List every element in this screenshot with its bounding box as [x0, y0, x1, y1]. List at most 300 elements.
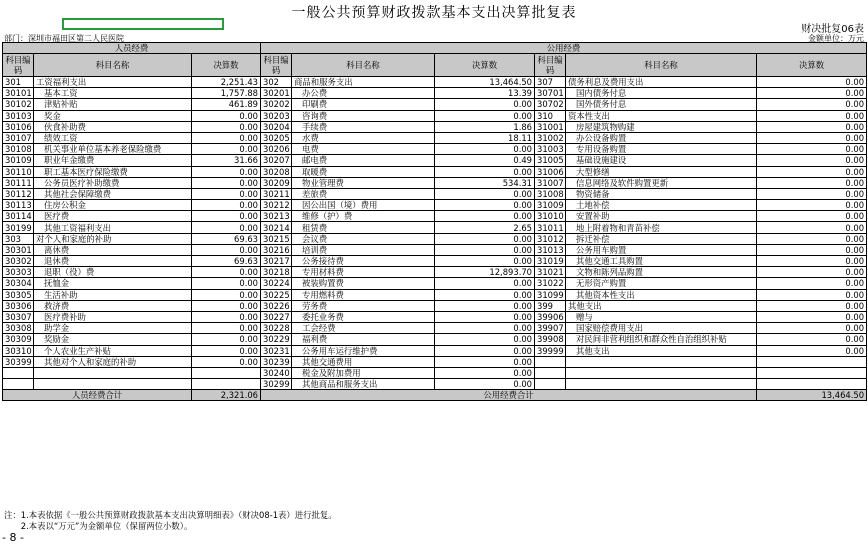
cell-name: 其他工资福利支出: [34, 222, 192, 233]
cell-code: 30239: [261, 356, 292, 367]
cell-code: 30107: [3, 132, 34, 143]
cell-amount: 0.00: [757, 300, 867, 311]
cell-code: 30217: [261, 256, 292, 267]
cell-code: 399: [535, 300, 566, 311]
selected-cell[interactable]: [62, 18, 224, 30]
cell-name: 被装购置费: [292, 278, 435, 289]
cell-amount: 0.00: [435, 188, 535, 199]
cell-amount: 0.00: [435, 345, 535, 356]
cell-name: 赠与: [566, 311, 757, 322]
table-row: [3, 188, 867, 199]
table-row: [3, 323, 867, 334]
cell-amount: 0.00: [192, 166, 261, 177]
table-row: [3, 244, 867, 255]
cell-name: 津贴补贴: [34, 99, 192, 110]
cell-code: 303: [3, 233, 34, 244]
cell-name: 拆迁补偿: [566, 233, 757, 244]
cell-code: 30214: [261, 222, 292, 233]
note-line: 注：1.本表依据《一般公共预算财政拨款基本支出决算明细表》（财决08-1表）进行批复。: [4, 510, 337, 520]
cell-code: 302: [261, 77, 292, 88]
cell-amount: 0.00: [435, 144, 535, 155]
cell-amount: 534.31: [435, 177, 535, 188]
cell-amount: 18.11: [435, 132, 535, 143]
total-personnel-label: 人员经费合计: [3, 390, 192, 401]
cell-name: 退职（役）费: [34, 267, 192, 278]
cell-amount: 0.00: [757, 278, 867, 289]
cell-name: 专用设备购置: [566, 144, 757, 155]
cell-code: 30231: [261, 345, 292, 356]
cell-code: 30114: [3, 211, 34, 222]
cell-name: [34, 379, 192, 390]
cell-name: 办公设备购置: [566, 132, 757, 143]
cell-amount: 0.49: [435, 155, 535, 166]
cell-amount: 0.00: [435, 200, 535, 211]
cell-amount: [757, 379, 867, 390]
cell-amount: 69.63: [192, 256, 261, 267]
cell-amount: 0.00: [192, 323, 261, 334]
total-public-value: 13,464.50: [757, 390, 867, 401]
table-row: [3, 211, 867, 222]
cell-code: 30225: [261, 289, 292, 300]
department-label: 部门：深圳市福田区第二人民医院: [4, 34, 124, 43]
cell-amount: [192, 379, 261, 390]
cell-amount: 0.00: [757, 345, 867, 356]
cell-code: 31010: [535, 211, 566, 222]
cell-code: 30212: [261, 200, 292, 211]
cell-code: 39906: [535, 311, 566, 322]
cell-name: 奖金: [34, 110, 192, 121]
cell-amount: 0.00: [757, 99, 867, 110]
cell-name: 个人农业生产补贴: [34, 345, 192, 356]
header-code: 科目编码: [3, 54, 34, 77]
cell-name: 信息网络及软件购置更新: [566, 177, 757, 188]
cell-amount: 0.00: [192, 300, 261, 311]
cell-name: 伙食补助费: [34, 121, 192, 132]
header-name: 科目名称: [292, 54, 435, 77]
cell-amount: 0.00: [435, 334, 535, 345]
cell-name: 地上附着物和青苗补偿: [566, 222, 757, 233]
cell-code: 30301: [3, 244, 34, 255]
note-line: 2.本表以“万元”为金额单位（保留两位小数）。: [4, 521, 193, 531]
cell-code: 30240: [261, 367, 292, 378]
table-row: [3, 367, 867, 378]
cell-name: 水费: [292, 132, 435, 143]
table-row: [3, 132, 867, 143]
cell-name: 福利费: [292, 334, 435, 345]
cell-code: 30310: [3, 345, 34, 356]
cell-name: 税金及附加费用: [292, 367, 435, 378]
cell-code: 30305: [3, 289, 34, 300]
cell-amount: 0.00: [435, 110, 535, 121]
cell-amount: 0.00: [435, 278, 535, 289]
cell-amount: 0.00: [192, 267, 261, 278]
cell-name: 劳务费: [292, 300, 435, 311]
cell-name: 国外债务付息: [566, 99, 757, 110]
cell-code: 30208: [261, 166, 292, 177]
cell-name: [566, 367, 757, 378]
cell-name: 抚恤金: [34, 278, 192, 289]
cell-name: 公务员医疗补助缴费: [34, 177, 192, 188]
cell-name: 专用燃料费: [292, 289, 435, 300]
table-row: [3, 267, 867, 278]
cell-name: 咨询费: [292, 110, 435, 121]
table-row: [3, 155, 867, 166]
header-name: 科目名称: [566, 54, 757, 77]
cell-name: [566, 356, 757, 367]
cell-amount: 0.00: [192, 211, 261, 222]
cell-name: 维修（护）费: [292, 211, 435, 222]
table-row: [3, 99, 867, 110]
table-row: [3, 289, 867, 300]
table-row: [3, 334, 867, 345]
cell-amount: 0.00: [192, 222, 261, 233]
cell-code: 30111: [3, 177, 34, 188]
cell-code: 39908: [535, 334, 566, 345]
header-amount: 决算数: [435, 54, 535, 77]
cell-code: 30299: [261, 379, 292, 390]
cell-amount: 0.00: [757, 200, 867, 211]
cell-amount: 0.00: [435, 166, 535, 177]
table-row: [3, 177, 867, 188]
cell-code: 30207: [261, 155, 292, 166]
cell-name: 无形资产购置: [566, 278, 757, 289]
expenditure-table: [2, 42, 867, 401]
cell-code: 30109: [3, 155, 34, 166]
cell-name: 其他支出: [566, 300, 757, 311]
table-row: [3, 200, 867, 211]
cell-code: 30215: [261, 233, 292, 244]
cell-code: 30103: [3, 110, 34, 121]
cell-amount: 2,251.43: [192, 77, 261, 88]
table-row: [3, 356, 867, 367]
cell-amount: 0.00: [435, 367, 535, 378]
cell-code: 30227: [261, 311, 292, 322]
cell-amount: 0.00: [757, 77, 867, 88]
cell-code: 30113: [3, 200, 34, 211]
notes: [4, 510, 337, 532]
cell-code: 30213: [261, 211, 292, 222]
cell-amount: 1,757.88: [192, 88, 261, 99]
cell-code: 39999: [535, 345, 566, 356]
cell-amount: 0.00: [435, 244, 535, 255]
cell-name: 文物和陈列品购置: [566, 267, 757, 278]
cell-name: 印刷费: [292, 99, 435, 110]
cell-amount: 0.00: [435, 233, 535, 244]
cell-amount: 0.00: [435, 211, 535, 222]
cell-amount: 0.00: [757, 323, 867, 334]
cell-name: 商品和服务支出: [292, 77, 435, 88]
header-name: 科目名称: [34, 54, 192, 77]
cell-code: 31099: [535, 289, 566, 300]
page-number: - 8 -: [2, 531, 24, 544]
cell-name: 取暖费: [292, 166, 435, 177]
cell-amount: 0.00: [192, 132, 261, 143]
cell-name: 差旅费: [292, 188, 435, 199]
cell-code: 30307: [3, 311, 34, 322]
cell-amount: 0.00: [192, 121, 261, 132]
cell-amount: 0.00: [757, 177, 867, 188]
cell-name: 办公费: [292, 88, 435, 99]
cell-name: 公务用车购置: [566, 244, 757, 255]
cell-amount: 0.00: [757, 256, 867, 267]
cell-name: 助学金: [34, 323, 192, 334]
cell-code: 30199: [3, 222, 34, 233]
cell-name: 工会经费: [292, 323, 435, 334]
cell-amount: 0.00: [757, 334, 867, 345]
table-row: [3, 121, 867, 132]
cell-code: 39907: [535, 323, 566, 334]
cell-code: [535, 367, 566, 378]
table-row: [3, 300, 867, 311]
cell-name: [34, 367, 192, 378]
cell-name: 其他交通费用: [292, 356, 435, 367]
cell-code: 30106: [3, 121, 34, 132]
cell-name: 职业年金缴费: [34, 155, 192, 166]
cell-code: 31009: [535, 200, 566, 211]
cell-name: 其他支出: [566, 345, 757, 356]
cell-name: 生活补助: [34, 289, 192, 300]
cell-name: 退休费: [34, 256, 192, 267]
cell-name: [566, 379, 757, 390]
cell-name: 邮电费: [292, 155, 435, 166]
cell-amount: 0.00: [435, 311, 535, 322]
cell-amount: 0.00: [192, 188, 261, 199]
cell-code: 30399: [3, 356, 34, 367]
cell-name: 培训费: [292, 244, 435, 255]
cell-code: 31001: [535, 121, 566, 132]
cell-amount: 0.00: [757, 121, 867, 132]
cell-name: 租赁费: [292, 222, 435, 233]
cell-code: 31021: [535, 267, 566, 278]
table-row: [3, 110, 867, 121]
cell-name: 公务用车运行维护费: [292, 345, 435, 356]
cell-name: 因公出国（境）费用: [292, 200, 435, 211]
table-row: [3, 278, 867, 289]
cell-amount: 0.00: [435, 289, 535, 300]
cell-amount: 0.00: [757, 244, 867, 255]
cell-amount: 0.00: [757, 155, 867, 166]
table-row: [3, 233, 867, 244]
table-row: [3, 88, 867, 99]
cell-amount: 0.00: [192, 289, 261, 300]
cell-code: 30108: [3, 144, 34, 155]
cell-amount: 0.00: [757, 110, 867, 121]
cell-name: 土地补偿: [566, 200, 757, 211]
cell-name: 奖励金: [34, 334, 192, 345]
table-row: [3, 345, 867, 356]
cell-code: 30102: [3, 99, 34, 110]
cell-amount: 0.00: [757, 132, 867, 143]
cell-code: 30701: [535, 88, 566, 99]
cell-name: 绩效工资: [34, 132, 192, 143]
cell-code: 301: [3, 77, 34, 88]
cell-name: 其他社会保障缴费: [34, 188, 192, 199]
cell-amount: 0.00: [757, 311, 867, 322]
cell-amount: 461.89: [192, 99, 261, 110]
cell-code: 30101: [3, 88, 34, 99]
cell-code: 30228: [261, 323, 292, 334]
cell-code: 30202: [261, 99, 292, 110]
cell-amount: 31.66: [192, 155, 261, 166]
cell-amount: 0.00: [192, 144, 261, 155]
cell-code: 30309: [3, 334, 34, 345]
cell-name: 大型修缮: [566, 166, 757, 177]
cell-name: 职工基本医疗保险缴费: [34, 166, 192, 177]
cell-amount: 0.00: [757, 166, 867, 177]
cell-name: 基本工资: [34, 88, 192, 99]
table-row: [3, 166, 867, 177]
cell-name: 专用材料费: [292, 267, 435, 278]
cell-code: 30203: [261, 110, 292, 121]
cell-code: 31007: [535, 177, 566, 188]
cell-amount: 0.00: [192, 356, 261, 367]
cell-code: 307: [535, 77, 566, 88]
cell-code: 30206: [261, 144, 292, 155]
group-public: 公用经费: [261, 43, 867, 54]
cell-code: 31022: [535, 278, 566, 289]
cell-code: 30204: [261, 121, 292, 132]
cell-name: 其他商品和服务支出: [292, 379, 435, 390]
cell-amount: 0.00: [757, 211, 867, 222]
cell-name: 物资储备: [566, 188, 757, 199]
cell-amount: 0.00: [435, 356, 535, 367]
cell-amount: 0.00: [435, 300, 535, 311]
cell-code: 30218: [261, 267, 292, 278]
table-row: [3, 77, 867, 88]
cell-amount: 0.00: [192, 200, 261, 211]
cell-code: 30209: [261, 177, 292, 188]
cell-code: [3, 367, 34, 378]
cell-name: 债务利息及费用支出: [566, 77, 757, 88]
cell-code: [535, 379, 566, 390]
cell-amount: [757, 367, 867, 378]
cell-code: 30224: [261, 278, 292, 289]
cell-name: 公务接待费: [292, 256, 435, 267]
cell-name: 房屋建筑物购建: [566, 121, 757, 132]
cell-code: 30302: [3, 256, 34, 267]
cell-amount: 0.00: [192, 110, 261, 121]
cell-code: 30304: [3, 278, 34, 289]
cell-name: 资本性支出: [566, 110, 757, 121]
cell-amount: 13,464.50: [435, 77, 535, 88]
cell-amount: 0.00: [757, 267, 867, 278]
cell-amount: 0.00: [192, 278, 261, 289]
cell-amount: 12,893.70: [435, 267, 535, 278]
cell-name: 住房公积金: [34, 200, 192, 211]
cell-name: 其他对个人和家庭的补助: [34, 356, 192, 367]
cell-amount: [757, 356, 867, 367]
cell-amount: 0.00: [192, 345, 261, 356]
cell-amount: 0.00: [757, 88, 867, 99]
cell-code: 31005: [535, 155, 566, 166]
cell-amount: [192, 367, 261, 378]
cell-name: 国家赔偿费用支出: [566, 323, 757, 334]
cell-code: 31003: [535, 144, 566, 155]
cell-name: 医疗费: [34, 211, 192, 222]
cell-amount: 1.86: [435, 121, 535, 132]
header-code: 科目编码: [261, 54, 292, 77]
cell-code: 30226: [261, 300, 292, 311]
form-code: 财决批复06表: [801, 24, 864, 35]
cell-code: 31006: [535, 166, 566, 177]
cell-amount: 0.00: [192, 334, 261, 345]
cell-code: 31019: [535, 256, 566, 267]
cell-name: 电费: [292, 144, 435, 155]
header-code: 科目编码: [535, 54, 566, 77]
cell-amount: 0.00: [435, 379, 535, 390]
total-personnel-value: 2,321.06: [192, 390, 261, 401]
cell-code: [3, 379, 34, 390]
unit-label: 金额单位：万元: [808, 34, 864, 43]
cell-code: 30306: [3, 300, 34, 311]
cell-code: 31002: [535, 132, 566, 143]
cell-amount: 0.00: [192, 244, 261, 255]
cell-code: [535, 356, 566, 367]
cell-code: 30216: [261, 244, 292, 255]
cell-name: 离休费: [34, 244, 192, 255]
cell-amount: 0.00: [192, 311, 261, 322]
table-row: [3, 311, 867, 322]
table-row: [3, 379, 867, 390]
cell-code: 30205: [261, 132, 292, 143]
cell-amount: 0.00: [757, 188, 867, 199]
cell-name: 对个人和家庭的补助: [34, 233, 192, 244]
cell-amount: 0.00: [757, 233, 867, 244]
cell-name: 会议费: [292, 233, 435, 244]
cell-amount: 2.65: [435, 222, 535, 233]
cell-name: 其他交通工具购置: [566, 256, 757, 267]
cell-amount: 0.00: [435, 256, 535, 267]
cell-amount: 0.00: [757, 144, 867, 155]
cell-name: 工资福利支出: [34, 77, 192, 88]
cell-amount: 0.00: [435, 99, 535, 110]
cell-code: 30229: [261, 334, 292, 345]
cell-amount: 0.00: [435, 323, 535, 334]
cell-amount: 13.39: [435, 88, 535, 99]
cell-name: 手续费: [292, 121, 435, 132]
cell-code: 30308: [3, 323, 34, 334]
group-personnel: 人员经费: [3, 43, 261, 54]
page-title: 一般公共预算财政拨款基本支出决算批复表: [291, 5, 577, 21]
cell-code: 30201: [261, 88, 292, 99]
header-amount: 决算数: [192, 54, 261, 77]
cell-amount: 0.00: [757, 222, 867, 233]
cell-code: 31012: [535, 233, 566, 244]
cell-code: 31011: [535, 222, 566, 233]
cell-name: 机关事业单位基本养老保险缴费: [34, 144, 192, 155]
cell-code: 30112: [3, 188, 34, 199]
cell-name: 救济费: [34, 300, 192, 311]
cell-amount: 0.00: [757, 289, 867, 300]
total-public-label: 公用经费合计: [261, 390, 757, 401]
cell-name: 其他资本性支出: [566, 289, 757, 300]
cell-code: 31008: [535, 188, 566, 199]
cell-name: 安置补助: [566, 211, 757, 222]
cell-name: 对民间非营利组织和群众性自治组织补贴: [566, 334, 757, 345]
cell-amount: 0.00: [192, 177, 261, 188]
cell-amount: 69.63: [192, 233, 261, 244]
cell-code: 30211: [261, 188, 292, 199]
cell-name: 委托业务费: [292, 311, 435, 322]
cell-name: 物业管理费: [292, 177, 435, 188]
cell-name: 国内债务付息: [566, 88, 757, 99]
header-amount: 决算数: [757, 54, 867, 77]
cell-code: 30702: [535, 99, 566, 110]
cell-code: 31013: [535, 244, 566, 255]
cell-code: 30110: [3, 166, 34, 177]
table-row: [3, 144, 867, 155]
cell-name: 医疗费补助: [34, 311, 192, 322]
